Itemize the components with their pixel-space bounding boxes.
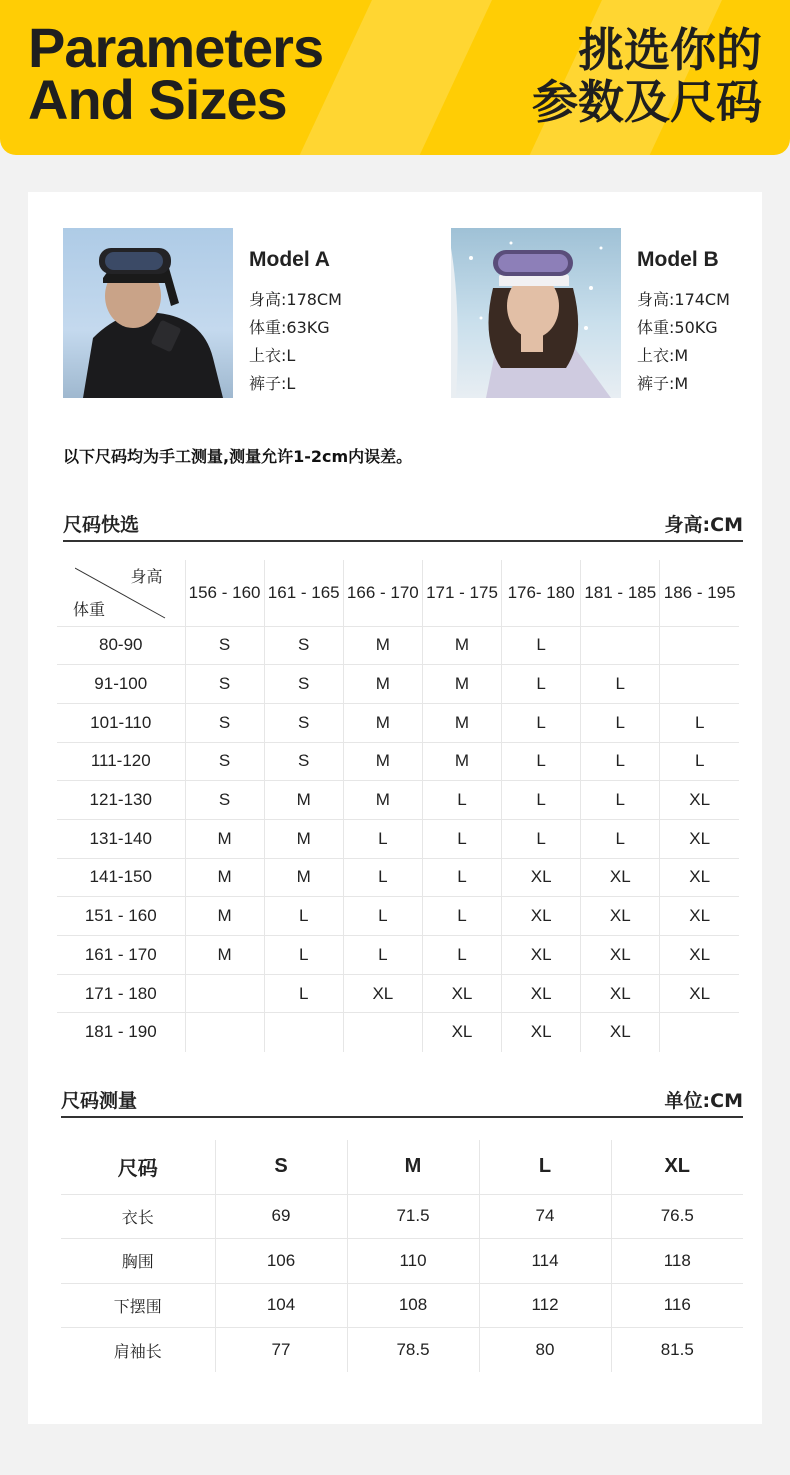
size-cell: L	[581, 665, 660, 704]
size-cell	[185, 1013, 264, 1052]
table-row	[57, 1013, 739, 1052]
size-cell: S	[264, 742, 343, 781]
table-row	[57, 936, 739, 975]
size-cell: L	[502, 703, 581, 742]
size-cell: M	[422, 742, 501, 781]
size-cell: XL	[422, 974, 501, 1013]
table-row	[57, 781, 739, 820]
corner-height-label: 身高	[130, 569, 163, 586]
corner-weight-label: 体重	[73, 601, 106, 619]
weight-range-cell: 141-150	[57, 858, 185, 897]
measure-value-cell: 76.5	[611, 1194, 743, 1239]
size-cell: L	[660, 703, 739, 742]
measure-value-cell: 81.5	[660, 1340, 694, 1359]
measure-label-cell: 肩袖长	[61, 1328, 215, 1373]
size-cell	[660, 626, 739, 665]
quick-select-title: 尺码快选	[63, 514, 140, 536]
size-cell: M	[343, 665, 422, 704]
size-cell: L	[343, 819, 422, 858]
quick-select-header	[63, 506, 743, 542]
table-row	[61, 1283, 743, 1328]
quick-size-table	[57, 560, 739, 1052]
height-range-header: 166 - 170	[343, 560, 422, 626]
weight-range-cell: 101-110	[57, 703, 185, 742]
table-row	[61, 1194, 743, 1239]
size-cell	[660, 665, 739, 704]
size-header: S	[215, 1140, 347, 1194]
model-a-photo	[63, 228, 233, 398]
model-b-photo	[451, 228, 621, 398]
size-cell: L	[264, 974, 343, 1013]
banner-title-en-line1: Parameters	[28, 16, 324, 79]
model-a-height: 身高:178CM	[249, 290, 342, 309]
height-range-header: 156 - 160	[185, 560, 264, 626]
size-cell: L	[581, 781, 660, 820]
size-cell	[581, 626, 660, 665]
size-cell: XL	[660, 819, 739, 858]
model-a-name: Model A	[249, 248, 330, 271]
table-row	[57, 858, 739, 897]
measure-value-cell: 108	[347, 1283, 479, 1328]
size-cell: L	[264, 897, 343, 936]
size-cell: S	[185, 626, 264, 665]
model-a-weight: 体重:63KG	[249, 318, 330, 337]
size-cell: M	[185, 858, 264, 897]
size-cell: L	[422, 858, 501, 897]
size-cell: S	[185, 742, 264, 781]
model-b-name: Model B	[637, 248, 719, 271]
model-b-pants-size: 裤子:M	[637, 374, 689, 393]
model-a-top-size: 上衣:L	[249, 346, 296, 365]
model-b-info	[637, 248, 777, 398]
size-cell: L	[422, 936, 501, 975]
size-cell: L	[422, 781, 501, 820]
table-corner-cell	[57, 560, 185, 626]
weight-range-cell: 91-100	[57, 665, 185, 704]
size-cell: L	[581, 703, 660, 742]
size-cell: M	[264, 858, 343, 897]
size-cell	[264, 1013, 343, 1052]
table-row	[61, 1328, 743, 1373]
size-cell: XL	[581, 974, 660, 1013]
measure-value-cell: 116	[611, 1283, 743, 1328]
size-cell: L	[264, 936, 343, 975]
model-a-info	[249, 248, 389, 398]
size-cell: M	[343, 781, 422, 820]
size-cell: M	[185, 936, 264, 975]
measurement-body	[61, 1194, 743, 1372]
size-cell: M	[185, 819, 264, 858]
measure-value-cell: 112	[479, 1283, 611, 1328]
size-cell: XL	[502, 936, 581, 975]
table-row	[61, 1239, 743, 1284]
table-row	[57, 626, 739, 665]
model-b-top-size: 上衣:M	[637, 346, 689, 365]
quick-size-header-row	[57, 560, 739, 626]
size-cell: L	[502, 626, 581, 665]
measure-unit: 单位:CM	[664, 1090, 743, 1112]
weight-range-cell: 121-130	[57, 781, 185, 820]
weight-range-cell: 161 - 170	[57, 936, 185, 975]
size-cell: S	[264, 703, 343, 742]
height-range-header: 181 - 185	[581, 560, 660, 626]
table-row	[57, 974, 739, 1013]
measure-value-cell: 110	[347, 1239, 479, 1284]
height-range-header: 171 - 175	[422, 560, 501, 626]
model-b-illustration	[451, 228, 621, 398]
size-cell: L	[502, 742, 581, 781]
measure-label-cell: 下摆围	[61, 1283, 215, 1328]
measure-header	[61, 1082, 743, 1118]
banner-title-en-line2: And Sizes	[28, 68, 287, 131]
size-cell: S	[264, 665, 343, 704]
size-header: L	[479, 1140, 611, 1194]
size-cell: XL	[502, 858, 581, 897]
size-cell: L	[581, 742, 660, 781]
size-cell	[660, 1013, 739, 1052]
model-b-weight: 体重:50KG	[637, 318, 718, 337]
size-header: XL	[611, 1140, 743, 1194]
measure-title: 尺码测量	[61, 1090, 138, 1112]
table-row	[57, 742, 739, 781]
size-cell: XL	[660, 897, 739, 936]
size-cell: XL	[660, 936, 739, 975]
size-cell: XL	[502, 897, 581, 936]
measure-value-cell: 114	[479, 1239, 611, 1284]
table-row	[57, 665, 739, 704]
size-cell: L	[343, 897, 422, 936]
header-banner	[0, 0, 790, 155]
size-cell: M	[264, 819, 343, 858]
size-cell: S	[264, 626, 343, 665]
size-cell: XL	[502, 1013, 581, 1052]
measure-label-cell: 胸围	[61, 1239, 215, 1284]
size-cell: L	[343, 936, 422, 975]
measurement-table	[61, 1140, 743, 1372]
size-cell: XL	[502, 974, 581, 1013]
weight-range-cell: 80-90	[57, 626, 185, 665]
measurement-header-row	[61, 1140, 743, 1194]
weight-range-cell: 111-120	[57, 742, 185, 781]
measure-value-cell: 78.5	[347, 1328, 479, 1373]
measurement-note: 以下尺码均为手工测量,测量允许1-2cm内误差。	[63, 447, 413, 466]
size-cell: L	[422, 819, 501, 858]
banner-title-cn-line1: 挑选你的	[578, 23, 762, 77]
size-cell: XL	[422, 1013, 501, 1052]
height-range-header: 176- 180	[502, 560, 581, 626]
size-card	[28, 192, 762, 1424]
measure-value-cell: 74	[479, 1194, 611, 1239]
size-cell: L	[581, 819, 660, 858]
size-cell: M	[264, 781, 343, 820]
model-b-height: 身高:174CM	[637, 290, 730, 309]
model-a-illustration	[63, 228, 233, 398]
size-cell: M	[422, 665, 501, 704]
size-cell: M	[343, 703, 422, 742]
size-cell: XL	[660, 858, 739, 897]
height-range-header: 161 - 165	[264, 560, 343, 626]
size-cell: S	[185, 665, 264, 704]
size-cell: L	[502, 781, 581, 820]
table-row	[57, 819, 739, 858]
weight-range-cell: 171 - 180	[57, 974, 185, 1013]
size-cell: M	[343, 742, 422, 781]
measure-value-cell: 71.5	[347, 1194, 479, 1239]
size-cell: XL	[581, 1013, 660, 1052]
table-row	[57, 897, 739, 936]
size-cell: L	[422, 897, 501, 936]
size-cell: M	[422, 626, 501, 665]
measure-value-cell: 77	[215, 1328, 347, 1373]
quick-size-body	[57, 626, 739, 1052]
size-cell: XL	[660, 781, 739, 820]
measure-label-cell: 衣长	[61, 1194, 215, 1239]
size-cell: M	[343, 626, 422, 665]
size-header: M	[347, 1140, 479, 1194]
size-cell	[343, 1013, 422, 1052]
weight-range-cell: 151 - 160	[57, 897, 185, 936]
weight-range-cell: 131-140	[57, 819, 185, 858]
weight-range-cell: 181 - 190	[57, 1013, 185, 1052]
size-cell: XL	[581, 936, 660, 975]
measure-value-cell: 118	[611, 1239, 743, 1284]
measure-value-cell: 69	[215, 1194, 347, 1239]
size-cell: XL	[581, 858, 660, 897]
measure-value-cell: 104	[215, 1283, 347, 1328]
banner-title-cn-line2: 参数及尺码	[532, 75, 762, 129]
size-column-header: 尺码	[61, 1140, 215, 1194]
banner-title-cn	[532, 24, 762, 128]
size-cell: S	[185, 703, 264, 742]
measure-value-cell: 80	[479, 1328, 611, 1373]
quick-select-unit: 身高:CM	[664, 514, 743, 536]
banner-title-en	[28, 16, 324, 131]
model-a-pants-size: 裤子:L	[249, 374, 296, 393]
size-cell: M	[422, 703, 501, 742]
size-cell: M	[185, 897, 264, 936]
height-range-header: 186 - 195	[660, 560, 739, 626]
size-cell: L	[502, 819, 581, 858]
size-cell: S	[185, 781, 264, 820]
size-cell	[185, 974, 264, 1013]
size-cell: L	[660, 742, 739, 781]
size-cell: XL	[343, 974, 422, 1013]
size-cell: XL	[581, 897, 660, 936]
size-cell: L	[343, 858, 422, 897]
size-cell: L	[502, 665, 581, 704]
table-row	[57, 703, 739, 742]
size-cell: XL	[660, 974, 739, 1013]
measure-value-cell: 106	[215, 1239, 347, 1284]
